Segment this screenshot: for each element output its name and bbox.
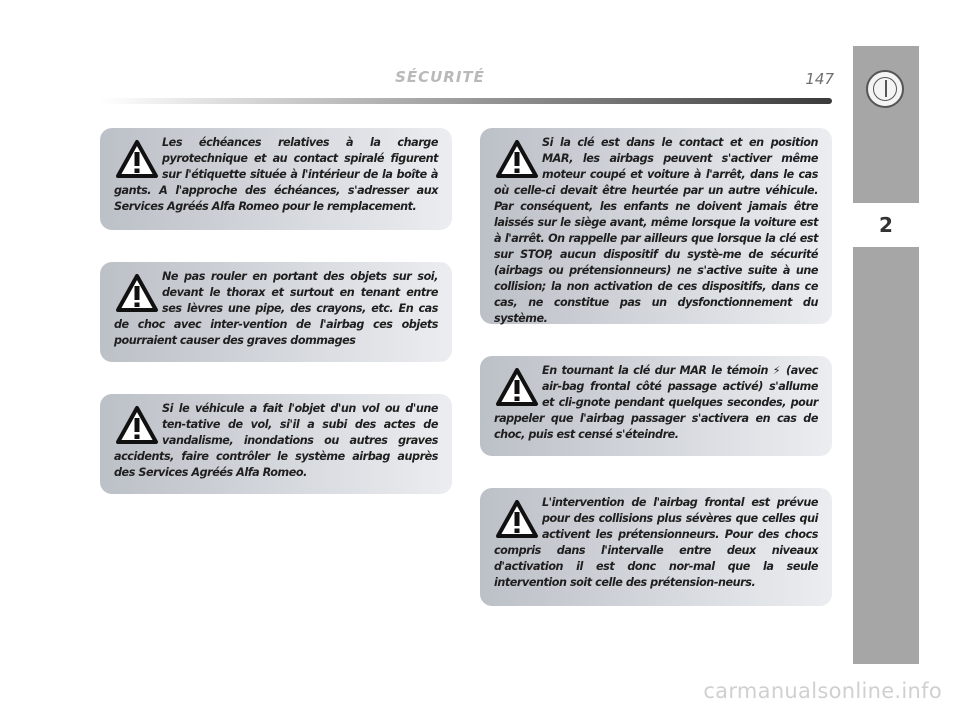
warning-text: Ne pas rouler en portant des objets sur soi, devant le thorax et surtout en tenant entre ses lèvres une pipe, des crayons, etc. En cas de choc avec inter-vention de l'airbag ces objets pourraient causer des graves dommages <box>114 270 438 347</box>
warning-text-after: (avec air-bag frontal côté passage activé) s'allume et cli-gnote pendant quelques secondes, pour rappeler que l'airbag passager s'activera en cas de choc, puis est censé s'éteindre. <box>494 364 818 441</box>
warning-triangle-icon <box>114 402 160 448</box>
warning-triangle-icon <box>114 270 160 316</box>
warning-text-before: En tournant la clé dur MAR le témoin <box>542 364 768 377</box>
warning-box <box>480 356 832 456</box>
warning-triangle-icon <box>494 364 540 410</box>
alfa-romeo-badge-icon <box>866 70 904 108</box>
warning-triangle-icon <box>494 136 540 182</box>
passenger-airbag-icon: ⚡ <box>772 364 782 377</box>
warning-box <box>100 394 452 494</box>
warning-text: L'intervention de l'airbag frontal est prévue pour des collisions plus sévères que celles qui activent les prétensionneurs. Pour des chocs compris dans l'intervalle entre deux niveaux d'activation il est donc nor-mal que la seule intervention soit celle des prétension-neurs. <box>494 496 818 589</box>
warning-text: Si la clé est dans le contact et en position MAR, les airbags peuvent s'activer même moteur coupé et voiture à l'arrêt, dans le cas où celle-ci devait être heurtée par un autre véhicule. Par conséquent, les enfants ne doivent jamais être laissés sur le siège avant, même lorsque la voiture est à l'arrêt. On rappelle par ailleurs que lorsque la clé est sur STOP, aucun dispositif du systè-me de sécurité (airbags ou prétensionneurs) ne s'active suite à une collision; la non activation de ces dispositifs, dans ce cas, ne constitue pas un dysfonctionnement du système. <box>494 136 818 325</box>
warning-text: Si le véhicule a fait l'objet d'un vol ou d'une ten-tative de vol, si'il a subi des actes de vandalisme, inondations ou autres graves accidents, faire contrôler le système airbag auprès des Services Agréés Alfa Romeo. <box>114 402 438 479</box>
header-rule <box>100 98 832 104</box>
warning-box <box>100 262 452 362</box>
page-number: 147 <box>805 70 834 88</box>
warning-box <box>480 128 832 324</box>
warning-text: Les échéances relatives à la charge pyrotechnique et au contact spiralé figurent sur l'étiquette située à l'intérieur de la boîte à gants. A l'approche des échéances, s'adresser aux Services Agréés Alfa Romeo pour le remplacement. <box>114 136 438 213</box>
chapter-side-tab <box>853 46 919 664</box>
watermark: carmanualsonline.info <box>703 679 942 703</box>
section-title: SÉCURITÉ <box>395 68 485 86</box>
warning-box <box>480 488 832 606</box>
warning-triangle-icon <box>114 136 160 182</box>
chapter-number: 2 <box>853 200 919 250</box>
warning-triangle-icon <box>494 496 540 542</box>
warning-box <box>100 128 452 230</box>
